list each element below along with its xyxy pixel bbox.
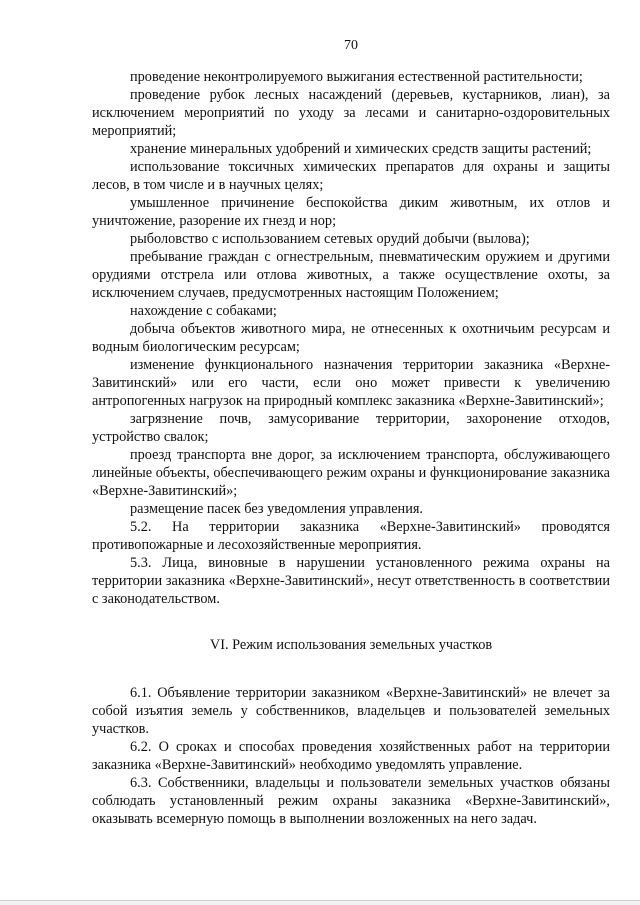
paragraph: добыча объектов животного мира, не отнесенных к охотничьим ресурсам и водным биологическим ресурсам;: [92, 321, 610, 355]
paragraph: рыболовство с использованием сетевых орудий добычи (вылова);: [130, 231, 530, 247]
paragraph: изменение функционального назначения территории заказника «Верхне-Завитинский» или его части, если оно может привести к увеличению антропогенных нагрузок на природный комплекс заказника «Верхне-Завитинский»;: [92, 357, 610, 409]
paragraph: загрязнение почв, замусоривание территории, захоронение отходов, устройство свалок;: [92, 411, 610, 445]
page-number: 70: [344, 38, 358, 53]
section-6-body: [92, 684, 610, 828]
paragraph: пребывание граждан с огнестрельным, пневматическим оружием и другими орудиями отстрела или отлова животных, а также осуществление охоты, за исключением случаев, предусмотренных настоящим Положением;: [92, 249, 610, 301]
paragraph-5-2: 5.2. На территории заказника «Верхне-Завитинский» проводятся противопожарные и лесохозяйственные мероприятия.: [92, 519, 610, 553]
paragraph-6-1: 6.1. Объявление территории заказником «Верхне-Завитинский» не влечет за собой изъятия земель у собственников, владельцев и пользователей земельных участков.: [92, 685, 610, 737]
scan-edge: [0, 900, 640, 905]
paragraph: проведение неконтролируемого выжигания естественной растительности;: [130, 69, 583, 85]
paragraph: проезд транспорта вне дорог, за исключением транспорта, обслуживающего линейные объекты, обеспечивающего режим охраны и функционирование заказника «Верхне-Завитинский»;: [92, 447, 610, 499]
prohibitions-list: [92, 68, 610, 608]
section-heading: VI. Режим использования земельных участков: [209, 637, 493, 653]
paragraph: размещение пасек без уведомления управления.: [130, 501, 424, 517]
paragraph: хранение минеральных удобрений и химических средств защиты растений;: [130, 141, 592, 157]
paragraph: умышленное причинение беспокойства диким животным, их отлов и уничтожение, разорение их гнезд и нор;: [92, 195, 610, 229]
paragraph: использование токсичных химических препаратов для охраны и защиты лесов, в том числе и в научных целях;: [92, 159, 610, 193]
paragraph-5-3: 5.3. Лица, виновные в нарушении установленного режима охраны на территории заказника «Верхне-Завитинский», несут ответственность в соответствии с законодательством.: [92, 555, 610, 607]
paragraph-6-2: 6.2. О сроках и способах проведения хозяйственных работ на территории заказника «Верхне-Завитинский» необходимо уведомлять управление.: [92, 739, 610, 773]
paragraph: проведение рубок лесных насаждений (деревьев, кустарников, лиан), за исключением мероприятий по уходу за лесами и санитарно-оздоровительных мероприятий;: [92, 87, 610, 139]
paragraph-6-3: 6.3. Собственники, владельцы и пользователи земельных участков обязаны соблюдать установленный режим охраны заказника «Верхне-Завитинский», оказывать всемерную помощь в выполнении возложенных на него задач.: [92, 775, 610, 827]
paragraph: нахождение с собаками;: [130, 303, 277, 319]
